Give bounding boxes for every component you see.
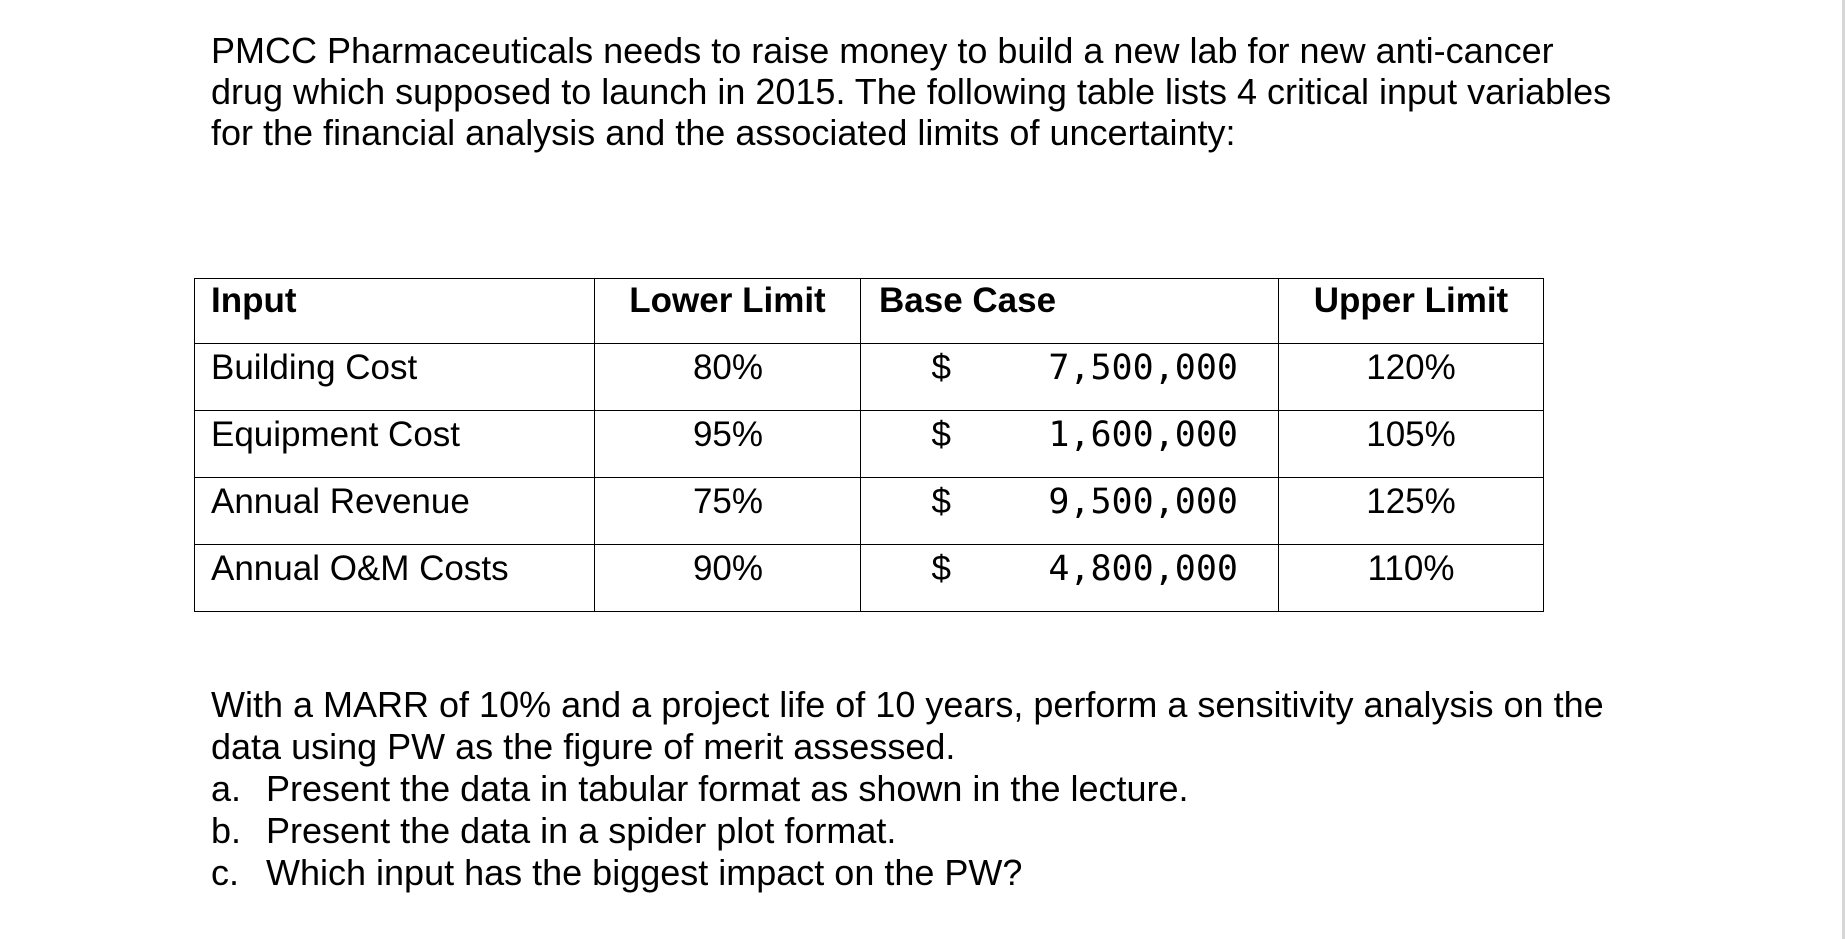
cell-base-case [861, 545, 1279, 612]
intro-paragraph [211, 30, 1631, 153]
cell-input: Annual Revenue [195, 478, 595, 545]
header-lower-limit: Lower Limit [595, 279, 861, 344]
table-header-row [195, 279, 1544, 344]
header-input: Input [195, 279, 595, 344]
task-line-2: data using PW as the figure of merit assessed. [211, 726, 956, 767]
currency-symbol: $ [931, 415, 951, 454]
header-base-case: Base Case [861, 279, 1279, 344]
cell-upper-limit: 110% [1279, 545, 1544, 612]
base-amount: 1,600,000 [1048, 415, 1238, 455]
list-marker: a. [211, 768, 242, 809]
cell-base-case [861, 478, 1279, 545]
currency-symbol: $ [931, 482, 951, 521]
table-row [195, 411, 1544, 478]
intro-line-3: for the financial analysis and the associated limits of uncertainty: [211, 112, 1236, 153]
cell-lower-limit: 80% [595, 344, 861, 411]
cell-input: Annual O&M Costs [195, 545, 595, 612]
task-line-1: With a MARR of 10% and a project life of 10 years, perform a sensitivity analysis on the [211, 684, 1604, 725]
cell-base-case [861, 344, 1279, 411]
cell-upper-limit: 125% [1279, 478, 1544, 545]
cell-input: Equipment Cost [195, 411, 595, 478]
currency-symbol: $ [931, 348, 951, 387]
cell-lower-limit: 75% [595, 478, 861, 545]
list-item-text: Present the data in a spider plot format. [266, 810, 897, 851]
uncertainty-table [194, 278, 1544, 612]
task-paragraph [211, 684, 1651, 894]
table-row [195, 344, 1544, 411]
cell-input: Building Cost [195, 344, 595, 411]
cell-upper-limit: 120% [1279, 344, 1544, 411]
list-item-text: Present the data in tabular format as shown in the lecture. [266, 768, 1189, 809]
table-row [195, 545, 1544, 612]
cell-upper-limit: 105% [1279, 411, 1544, 478]
intro-line-2: drug which supposed to launch in 2015. The following table lists 4 critical input variables [211, 71, 1612, 112]
base-amount: 4,800,000 [1048, 549, 1238, 589]
list-item-text: Which input has the biggest impact on the PW? [266, 852, 1023, 893]
base-amount: 9,500,000 [1048, 482, 1238, 522]
header-upper-limit: Upper Limit [1279, 279, 1544, 344]
cell-lower-limit: 95% [595, 411, 861, 478]
intro-line-1: PMCC Pharmaceuticals needs to raise money to build a new lab for new anti-cancer [211, 30, 1554, 71]
list-item [211, 810, 1651, 852]
table-row [195, 478, 1544, 545]
base-amount: 7,500,000 [1048, 348, 1238, 388]
list-item [211, 768, 1651, 810]
cell-lower-limit: 90% [595, 545, 861, 612]
list-marker: c. [211, 852, 240, 893]
list-item [211, 852, 1651, 894]
currency-symbol: $ [931, 549, 951, 588]
list-marker: b. [211, 810, 242, 851]
cell-base-case [861, 411, 1279, 478]
